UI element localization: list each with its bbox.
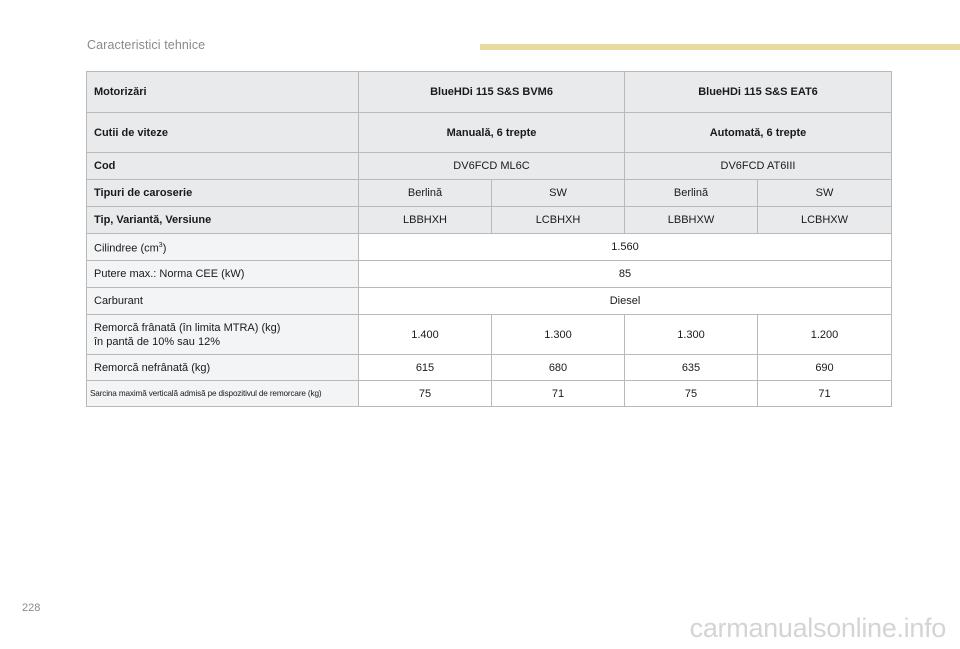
row-label — [87, 234, 359, 261]
table-cell: Automată, 6 trepte — [625, 113, 892, 153]
table-cell: BlueHDi 115 S&S EAT6 — [625, 72, 892, 113]
table-cell: 75 — [625, 381, 758, 407]
row-label: Cutii de viteze — [87, 113, 359, 153]
table-cell: 75 — [359, 381, 492, 407]
table-cell: 635 — [625, 355, 758, 381]
row-label-line: în pantă de 10% sau 12% — [94, 335, 220, 348]
table-row-engines — [87, 72, 892, 113]
table-cell: 680 — [492, 355, 625, 381]
table-cell: DV6FCD ML6C — [359, 153, 625, 180]
table-cell: LCBHXW — [758, 207, 892, 234]
table-row-body-types — [87, 180, 892, 207]
page-number: 228 — [22, 602, 41, 614]
table-cell: 85 — [359, 261, 892, 288]
table-cell: SW — [492, 180, 625, 207]
table-row-unbraked-trailer — [87, 355, 892, 381]
table-cell: Berlină — [359, 180, 492, 207]
technical-specs-table — [86, 71, 892, 407]
watermark-text: carmanualsonline.info — [689, 613, 946, 643]
row-label-text: Cilindree (cm — [94, 242, 159, 255]
table-cell: 1.200 — [758, 315, 892, 355]
table-cell: 1.300 — [492, 315, 625, 355]
table-row-max-towbar-load — [87, 381, 892, 407]
superscript: 3 — [158, 241, 163, 249]
row-label: Putere max.: Norma CEE (kW) — [87, 261, 359, 288]
row-label: Remorcă nefrânată (kg) — [87, 355, 359, 381]
table-cell: 1.560 — [359, 234, 892, 261]
table-row-type-variant — [87, 207, 892, 234]
header-accent-bar — [480, 44, 960, 50]
table-row-code — [87, 153, 892, 180]
table-cell: SW — [758, 180, 892, 207]
row-label — [87, 381, 359, 407]
row-label-line: Remorcă frânată (în limita MTRA) (kg) — [94, 321, 281, 334]
section-title: Caracteristici tehnice — [87, 38, 206, 52]
row-label: Motorizări — [87, 72, 359, 113]
table-cell: 1.400 — [359, 315, 492, 355]
table-row-gearbox — [87, 113, 892, 153]
row-label-text: Sarcina maximă verticală admisă pe dispozitivul de remorcare (kg) — [90, 389, 322, 398]
table-row-displacement — [87, 234, 892, 261]
table-cell: Diesel — [359, 288, 892, 315]
row-label: Tip, Variantă, Versiune — [87, 207, 359, 234]
row-label: Tipuri de caroserie — [87, 180, 359, 207]
row-label — [87, 315, 359, 355]
table-cell: DV6FCD AT6III — [625, 153, 892, 180]
table-cell: Berlină — [625, 180, 758, 207]
table-cell: LBBHXW — [625, 207, 758, 234]
row-label-suffix: ) — [162, 242, 167, 255]
table-cell: 71 — [758, 381, 892, 407]
row-label: Cod — [87, 153, 359, 180]
table-row-braked-trailer — [87, 315, 892, 355]
table-cell: LBBHXH — [359, 207, 492, 234]
table-cell: 1.300 — [625, 315, 758, 355]
table-cell: LCBHXH — [492, 207, 625, 234]
table-row-max-power — [87, 261, 892, 288]
table-cell: 71 — [492, 381, 625, 407]
table-cell: 615 — [359, 355, 492, 381]
table-cell: 690 — [758, 355, 892, 381]
row-label: Carburant — [87, 288, 359, 315]
table-cell: Manuală, 6 trepte — [359, 113, 625, 153]
table-row-fuel — [87, 288, 892, 315]
table-cell: BlueHDi 115 S&S BVM6 — [359, 72, 625, 113]
